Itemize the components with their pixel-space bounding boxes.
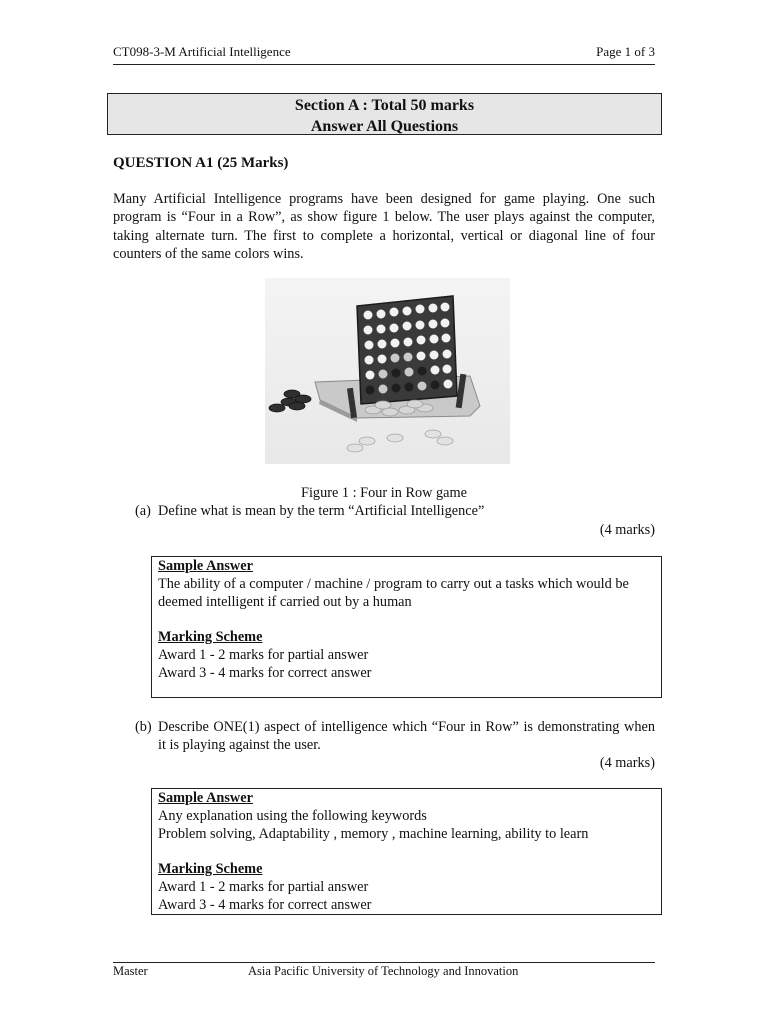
footer-label: Master (113, 964, 148, 978)
part-b-scheme-2: Award 3 - 4 marks for correct answer (158, 896, 372, 913)
part-a-answer-heading: Sample Answer (158, 558, 253, 574)
section-title: Section A : Total 50 marks (294, 97, 475, 114)
header-divider (113, 64, 655, 65)
part-b-answer-box (151, 788, 662, 915)
part-a-answer-text: The ability of a computer / machine / program to carry out a tasks which would be deemed intelligent if carried out by a human (158, 575, 629, 610)
part-b-scheme-1: Award 1 - 2 marks for partial answer (158, 878, 369, 895)
part-b-answer-line-2: Problem solving, Adaptability , memory , machine learning, ability to learn (158, 825, 589, 842)
part-a-scheme-1: Award 1 - 2 marks for partial answer (158, 646, 369, 663)
part-a-scheme-2: Award 3 - 4 marks for correct answer (158, 664, 372, 681)
question-title: QUESTION A1 (25 Marks) (113, 155, 289, 171)
header-course: CT098-3-M Artificial Intelligence (113, 44, 291, 59)
part-a-label: (a) (135, 503, 151, 519)
section-instruction: Answer All Questions (310, 118, 459, 135)
part-a-scheme-heading: Marking Scheme (158, 629, 263, 646)
four-in-row-figure (265, 278, 510, 464)
part-a-question: Define what is mean by the term “Artificial Intelligence” (158, 503, 485, 519)
footer-institution: Asia Pacific University of Technology and Innovation (248, 964, 519, 978)
part-a-marks: (4 marks) (599, 522, 655, 538)
header-page-number: Page 1 of 3 (596, 44, 655, 59)
part-a-answer-box (151, 556, 662, 698)
four-in-row-illustration (265, 278, 510, 464)
figure-caption: Figure 1 : Four in Row game (301, 485, 467, 501)
footer-divider (113, 962, 655, 963)
part-b-question: Describe ONE(1) aspect of intelligence which “Four in Row” is demonstrating when it is playing against the user. (158, 719, 655, 753)
part-b-answer-heading: Sample Answer (158, 790, 253, 806)
question-intro: Many Artificial Intelligence programs have been designed for game playing. One such program is “Four in a Row”, as show figure 1 below. The user plays against the computer, taking alternate turn. The first to complete a horizontal, vertical or diagonal line of four counters of the same colors wins. (113, 191, 655, 263)
part-b-label: (b) (135, 719, 152, 735)
section-banner (107, 93, 662, 135)
part-b-marks: (4 marks) (599, 755, 655, 771)
part-b-answer-line-1: Any explanation using the following keywords (158, 807, 427, 824)
part-b-scheme-heading: Marking Scheme (158, 861, 263, 878)
